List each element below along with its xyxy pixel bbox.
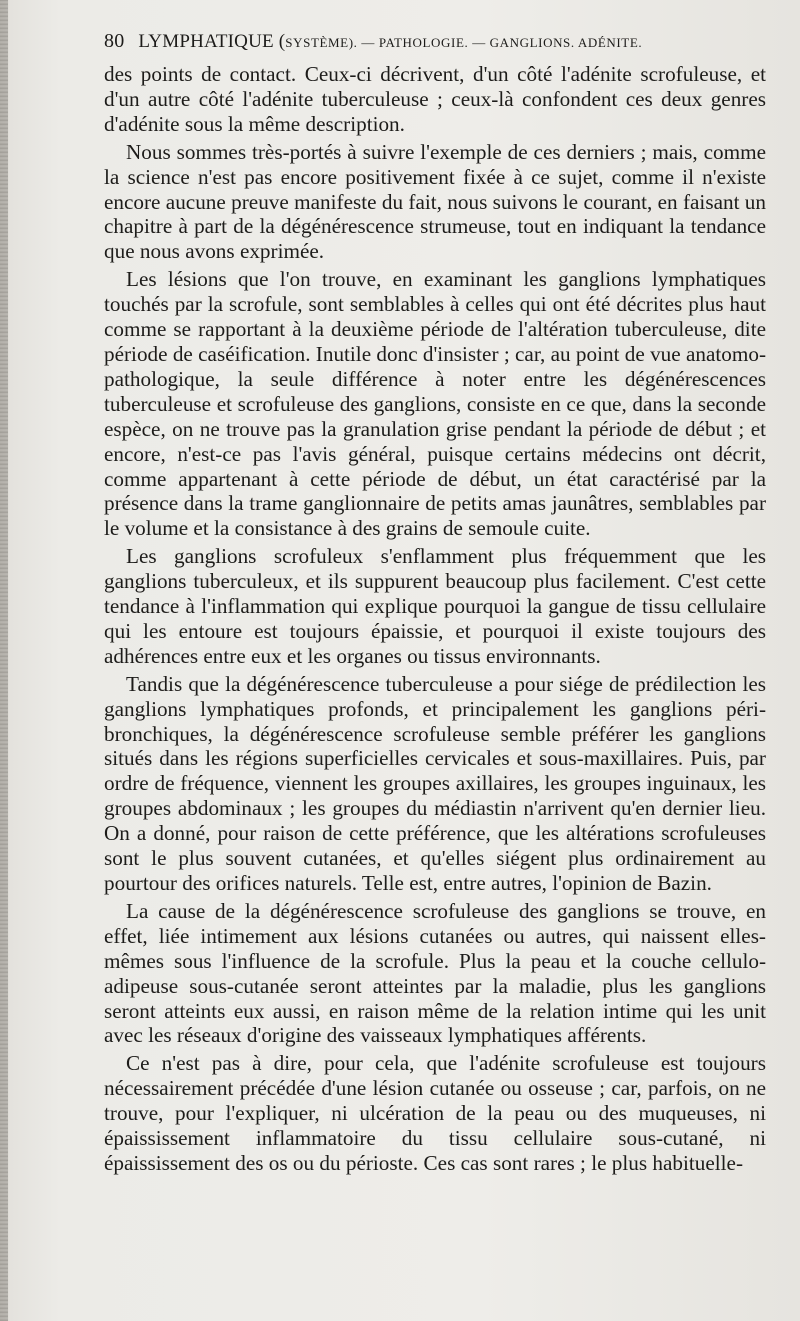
page-number: 80 (104, 30, 125, 52)
paragraph-6: La cause de la dégénérescence scrofuleuse des ganglions se trouve, en effet, liée intimement aux lésions cutanées ou autres, qui naissent elles-mêmes sous l'influence de la scrofule. Plus la peau et la couche cellulo-adipeuse sous-cutanée seront atteintes par la maladie, plus les ganglions seront atteints eux aussi, en raison même de la relation intime qui les unit avec les réseaux d'origine des vaisseaux lymphatiques afférents. (104, 898, 766, 1048)
paragraph-3: Les lésions que l'on trouve, en examinant les ganglions lymphatiques touchés par la scrofule, sont semblables à celles qui ont été décrites plus haut comme se rapportant à la deuxième période de l'altération tuberculeuse, dite période de caséification. Inutile donc d'insister ; car, au point de vue anatomo-pathologique, la seule différence à noter entre les dégénérescences tuberculeuse et scrofuleuse des ganglions, consiste en ce que, dans la seconde espèce, on ne trouve pas la granulation grise pendant la période de début ; et encore, n'est-ce pas l'avis général, puisque certains médecins ont décrit, comme appartenant à cette période de début, un état caractérisé par la présence dans la trame ganglionnaire de petits amas jaunâtres, semblables par le volume et la consistance à des grains de semoule cuite. (104, 267, 766, 541)
header-title-system: SYSTÈME (285, 35, 349, 50)
page-binding-edge (0, 0, 8, 1321)
paragraph-1: des points de contact. Ceux-ci décrivent, d'un côté l'adénite scrofuleuse, et d'un autre côté l'adénite tuberculeuse ; ceux-là confondent ces deux genres d'adénite sous la même description. (104, 62, 766, 136)
running-header (104, 30, 744, 56)
paragraph-4: Les ganglions scrofuleux s'enflamment plus fréquemment que les ganglions tuberculeux, et ils suppurent beaucoup plus facilement. C'est cette tendance à l'inflammation qui explique pourquoi la gangue de tissu cellulaire qui les entoure est toujours épaissie, et pourquoi il existe toujours des adhérences entre eux et les organes ou tissus environnants. (104, 544, 766, 668)
header-title-part2: ). — PATHOLOGIE. — GANGLIONS. ADÉNITE. (348, 35, 643, 50)
paragraph-7: Ce n'est pas à dire, pour cela, que l'adénite scrofuleuse est toujours nécessairement précédée d'une lésion cutanée ou osseuse ; car, parfois, on ne trouve, pour l'expliquer, ni ulcération de la peau ou des muqueuses, ni épaississement inflammatoire du tissu cellulaire sous-cutané, ni épaississement des os ou du périoste. Ces cas sont rares ; le plus habituelle- (104, 1051, 766, 1175)
header-title-part1: LYMPHATIQUE ( (138, 31, 286, 52)
paragraph-2: Nous sommes très-portés à suivre l'exemple de ces derniers ; mais, comme la science n'est pas encore positivement fixée à ce sujet, comme il n'existe encore aucune preuve manifeste du fait, nous suivons le courant, en faisant un chapitre à part de la dégénérescence strumeuse, tout en indiquant la tendance que nous avons exprimée. (104, 139, 766, 264)
body-text (104, 62, 766, 1179)
paragraph-5: Tandis que la dégénérescence tuberculeuse a pour siége de prédilection les ganglions lymphatiques profonds, et principalement les ganglions péri-bronchiques, la dégénérescence scrofuleuse semble préférer les ganglions situés dans les régions superficielles cervicales et sous-maxillaires. Puis, par ordre de fréquence, viennent les groupes axillaires, les groupes inguinaux, les groupes abdominaux ; les groupes du médiastin n'arrivent qu'en dernier lieu. On a donné, pour raison de cette préférence, que les altérations scrofuleuses sont le plus souvent cutanées, et qu'elles siégent plus ordinairement au pourtour des orifices naturels. Telle est, entre autres, l'opinion de Bazin. (104, 671, 766, 895)
